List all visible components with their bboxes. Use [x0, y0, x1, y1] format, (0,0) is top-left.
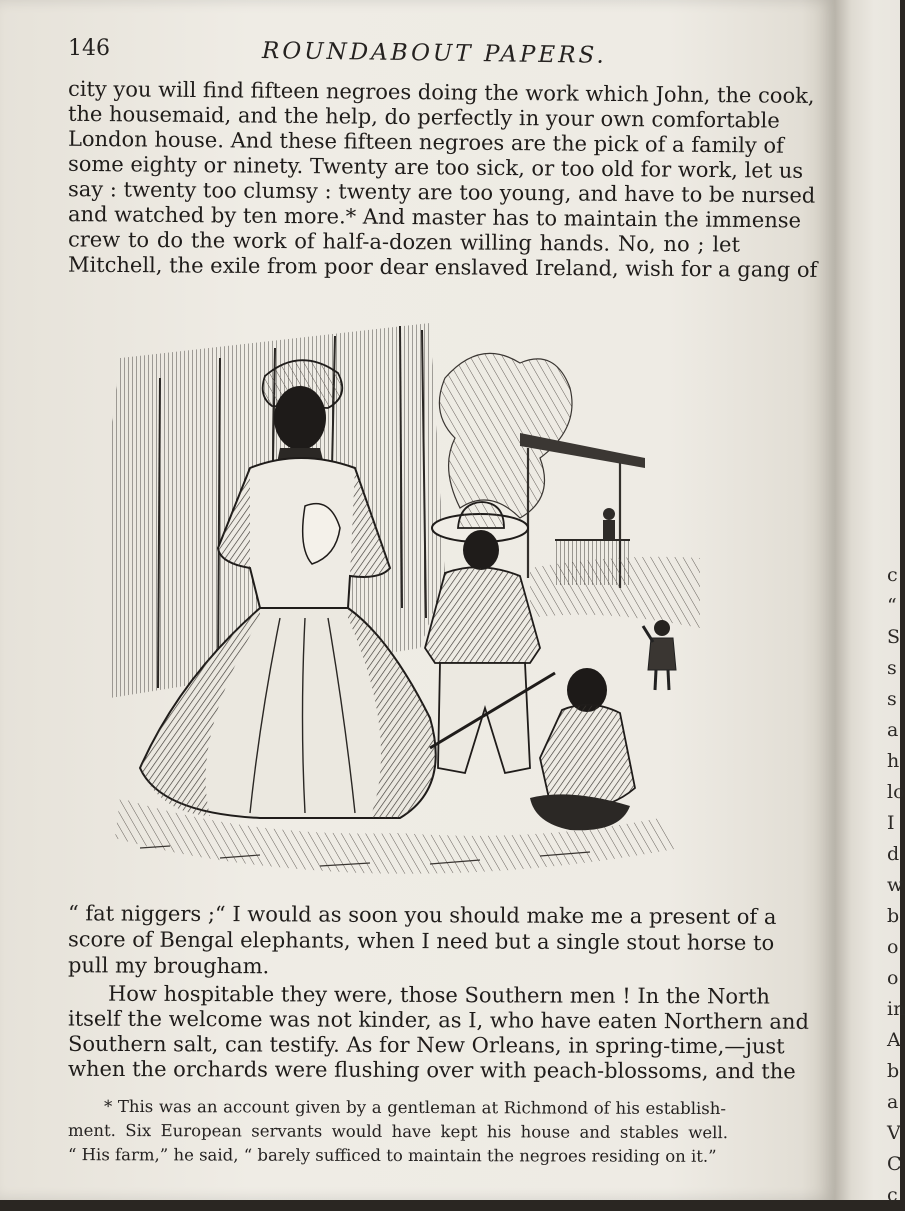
fragment: b [887, 905, 900, 927]
fragment: w [887, 874, 904, 896]
body-line: and watched by ten more.* And master has to maintain the immense [67, 202, 802, 233]
fragment: S [887, 626, 901, 648]
fragment: I [887, 812, 895, 834]
body-line: when the orchards were flushing over with peach-blossoms, and the [67, 1056, 796, 1084]
fragment: s [887, 688, 897, 710]
fragment: C [887, 1153, 902, 1175]
footnote-line: * This was an account given by a gentleman at Richmond of his establish- [103, 1096, 727, 1119]
body-line: How hospitable they were, those Southern men ! In the North [107, 981, 771, 1009]
body-line: itself the welcome was not kinder, as I, who have eaten Northern and [67, 1006, 809, 1034]
fragment: c [887, 564, 898, 586]
body-line: say : twenty too clumsy : twenty are too young, and have to be nursed [67, 177, 816, 208]
body-line: some eighty or ninety. Twenty are too sick, or too old for work, let us [67, 151, 804, 183]
body-line: pull my brougham. [67, 953, 270, 979]
fragment: c [887, 1184, 898, 1206]
fragment: h [887, 750, 900, 772]
body-line: London house. And these fifteen negroes are the pick of a family of [67, 126, 784, 158]
fragment: lo [887, 781, 905, 803]
fragment: A [887, 1029, 901, 1051]
fragment: a [887, 719, 899, 741]
fragment: o [887, 936, 899, 958]
page-number: 146 [68, 36, 110, 61]
footnote-line: “ His farm,” he said, “ barely sufficed to maintain the negroes residing on it.” [67, 1145, 717, 1166]
fragment: V [887, 1122, 901, 1144]
body-line: city you will find fifteen negroes doing the work which John, the cook, [67, 76, 815, 108]
body-line: Mitchell, the exile from poor dear enslaved Ireland, wish for a gang of [67, 252, 818, 282]
fragment: “ [887, 595, 897, 617]
facing-page-edge [835, 0, 905, 1206]
fragment: s [887, 657, 897, 679]
body-line: Southern salt, can testify. As for New Orleans, in spring-time,—just [67, 1031, 785, 1059]
fragment: a [887, 1091, 899, 1113]
body-line: crew to do the work of half-a-dozen willing hands. No, no ; let [67, 227, 741, 257]
running-head: ROUNDABOUT PAPERS. [261, 38, 607, 69]
body-line: “ fat niggers ;“ I would as soon you should make me a present of a [67, 901, 777, 929]
fragment: o [887, 967, 899, 989]
footnote-line: ment. Six European servants would have kept his house and stables well. [67, 1120, 729, 1143]
facing-page-text-fragments [887, 560, 905, 1211]
fragment: b [887, 1060, 900, 1082]
fragment: in [887, 998, 905, 1020]
body-line: the housemaid, and the help, do perfectly in your own comfortable [67, 101, 780, 133]
body-line: score of Bengal elephants, when I need but a single stout horse to [67, 927, 775, 955]
fragment: d [887, 843, 900, 865]
engraving-illustration [100, 318, 710, 886]
